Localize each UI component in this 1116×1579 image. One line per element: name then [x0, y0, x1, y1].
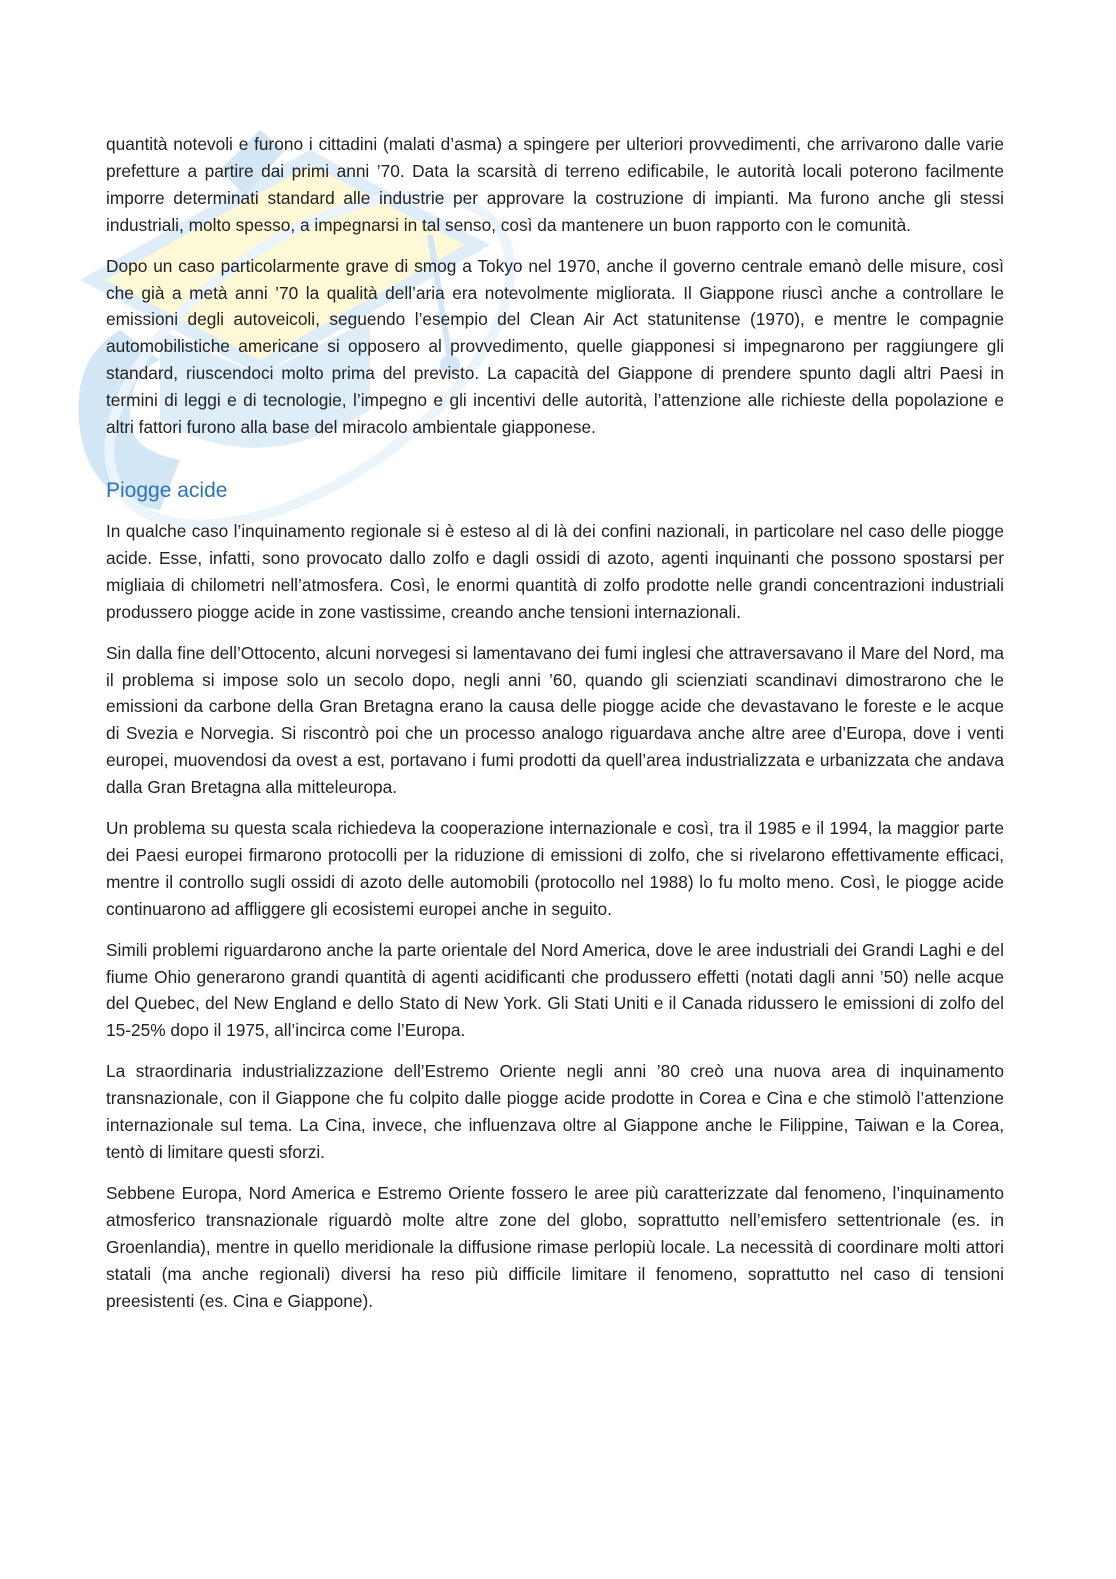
paragraph: Sebbene Europa, Nord America e Estremo Oriente fossero le aree più caratterizzate dal fenomeno, l’inquinamento atmosferico transnazionale riguardò molte altre zone del globo, soprattutto nell’emisfero settentrionale (es. in Groenlandia), mentre in quello meridionale la diffusione rimase perlopiù locale. La necessità di coordinare molti attori statali (ma anche regionali) diversi ha reso più difficile limitare il fenomeno, soprattutto nel caso di tensioni preesistenti (es. Cina e Giappone).: [106, 1182, 1004, 1311]
paragraph: Un problema su questa scala richiedeva la cooperazione internazionale e così, tra il 1985 e il 1994, la maggior parte dei Paesi europei firmarono protocolli per la riduzione di emissioni di zolfo, che si rivelarono effettivamente efficaci, mentre il controllo sugli ossidi di azoto delle automobili (protocollo nel 1988) lo fu molto meno. Così, le piogge acide continuarono ad affliggere gli ecosistemi europei anche in seguito.: [106, 818, 1004, 919]
paragraph: La straordinaria industrializzazione dell’Estremo Oriente negli anni ’80 creò una nuova area di inquinamento transnazionale, con il Giappone che fu colpito dalle piogge acide prodotte in Corea e Cina e che stimolò l’attenzione internazionale sul tema. La Cina, invece, che influenzava oltre al Giappone anche le Filippine, Taiwan e la Corea, tentò di limitare questi sforzi.: [106, 1061, 1004, 1162]
paragraph: Sin dalla fine dell’Ottocento, alcuni norvegesi si lamentavano dei fumi inglesi che attraversavano il Mare del Nord, ma il problema si impose solo un secolo dopo, negli anni ’60, quando gli scienziati scandinavi dimostrarono che le emissioni da carbone della Gran Bretagna erano la causa delle piogge acide che devastavano le foreste e le acque di Svezia e Norvegia. Si riscontrò poi che un processo analogo riguardava anche altre aree d’Europa, dove i venti europei, muovendosi da ovest a est, portavano i fumi prodotti da quell’area industrializzata e urbanizzata che andava dalla Gran Bretagna alla mitteleuropa.: [106, 642, 1004, 798]
paragraph: Simili problemi riguardarono anche la parte orientale del Nord America, dove le aree industriali dei Grandi Laghi e del fiume Ohio generarono grandi quantità di agenti acidificanti che produssero effetti (notati dagli anni ’50) nelle acque del Quebec, del New England e dello Stato di New York. Gli Stati Uniti e il Canada ridussero le emissioni di zolfo del 15-25% dopo il 1975, all’incirca come l’Europa.: [106, 939, 1004, 1041]
section-heading: Piogge acide: [106, 478, 228, 502]
paragraph: Dopo un caso particolarmente grave di smog a Tokyo nel 1970, anche il governo centrale emanò delle misure, così che già a metà anni ’70 la qualità dell’aria era notevolmente migliorata. Il Giappone riuscì anche a controllare le emissioni degli autoveicoli, seguendo l’esempio del Clean Air Act statunitense (1970), e mentre le compagnie automobilistiche americane si opposero al provvedimento, quelle giapponesi si impegnarono per raggiungere gli standard, riuscendoci molto prima del previsto. La capacità del Giappone di prendere spunto dagli altri Paesi in termini di leggi e di tecnologie, l’impegno e gli incentivi delle autorità, l’attenzione alle richieste della popolazione e altri fattori furono alla base del miracolo ambientale giapponese.: [106, 255, 1004, 438]
document-body: [106, 131, 1004, 1328]
paragraph: quantità notevoli e furono i cittadini (malati d’asma) a spingere per ulteriori provvedimenti, che arrivarono dalle varie prefetture a partire dai primi anni ’70. Data la scarsità di terreno edificabile, le autorità locali poterono facilmente imporre determinati standard alle industrie per approvare la costruzione di impianti. Ma furono anche gli stessi industriali, molto spesso, a impegnarsi in tal senso, così da mantenere un buon rapporto con le comunità.: [106, 134, 1004, 235]
paragraph: In qualche caso l’inquinamento regionale si è esteso al di là dei confini nazionali, in particolare nel caso delle piogge acide. Esse, infatti, sono provocato dallo zolfo e dagli ossidi di azoto, agenti inquinanti che possono spostarsi per migliaia di chilometri nell’atmosfera. Così, le enormi quantità di zolfo prodotte nelle grandi concentrazioni industriali produssero piogge acide in zone vastissime, creando anche tensioni internazionali.: [106, 520, 1004, 622]
